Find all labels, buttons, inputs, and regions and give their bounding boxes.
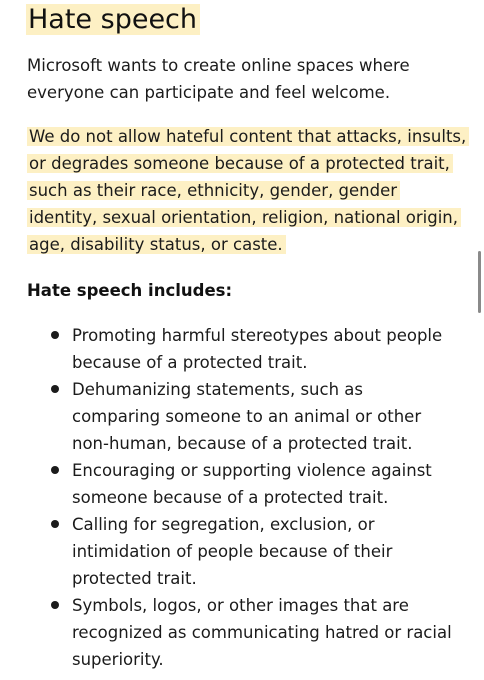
scrollbar-thumb[interactable]	[478, 251, 481, 313]
list-item-text: Encouraging or supporting violence against someone because of a protected trait.	[72, 461, 432, 507]
list-item-text: Dehumanizing statements, such as comparing someone to an animal or other non-human, because of a protected trait.	[72, 380, 422, 453]
list-item	[0, 592, 484, 673]
policy-highlight: We do not allow hateful content that attacks, insults, or degrades someone because of a protected trait, such as their race, ethnicity, gender, gender identity, sexual orientation, religion, national origin, age, disability status, or caste.	[27, 127, 469, 254]
list-item-text: Symbols, logos, or other images that are recognized as communicating hatred or racial superiority.	[72, 596, 452, 669]
hate-speech-list	[0, 322, 484, 673]
includes-heading: Hate speech includes:	[27, 281, 233, 300]
bullet-icon	[51, 601, 59, 609]
bullet-icon	[51, 520, 59, 528]
intro-paragraph: Microsoft wants to create online spaces where everyone can participate and feel welcome.	[27, 56, 410, 102]
policy-paragraph	[27, 123, 467, 258]
bullet-icon	[51, 466, 59, 474]
list-item	[0, 376, 484, 457]
list-item	[0, 511, 484, 592]
list-item	[0, 322, 484, 376]
title-highlight: Hate speech	[26, 4, 200, 35]
bullet-icon	[51, 385, 59, 393]
list-item	[0, 457, 484, 511]
bullet-icon	[51, 331, 59, 339]
list-item-text: Calling for segregation, exclusion, or intimidation of people because of their protected trait.	[72, 515, 393, 588]
list-item-text: Promoting harmful stereotypes about people because of a protected trait.	[72, 326, 443, 372]
page-title	[26, 2, 200, 38]
